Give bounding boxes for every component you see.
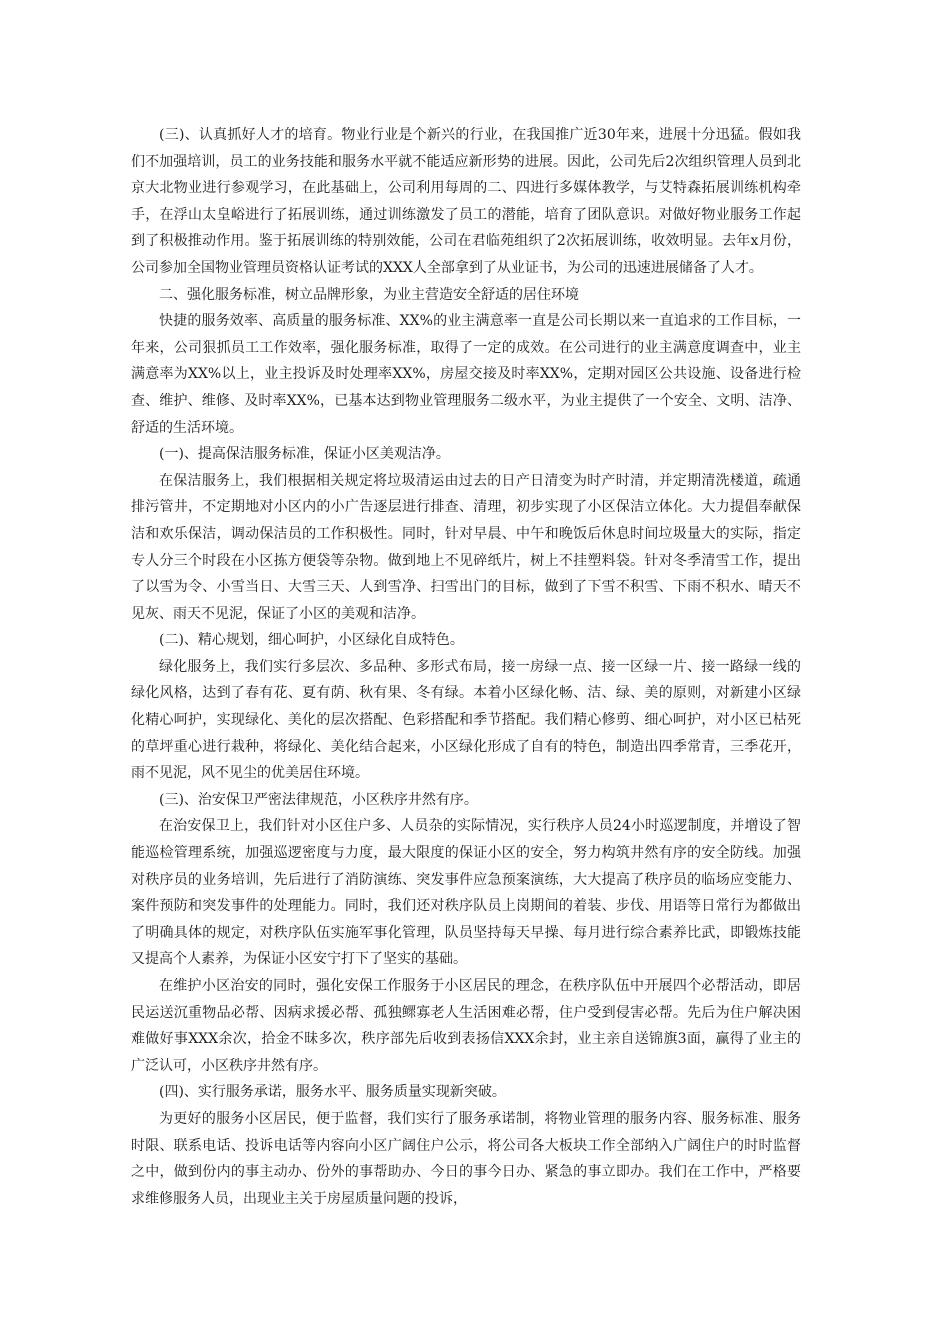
paragraph-security-patrol: 在治安保卫上，我们针对小区住户多、人员杂的实际情况，实行秩序人员24小时巡逻制度，并增设了智能巡检管理系统，加强巡逻密度与力度，最大限度的保证小区的安全，努力构筑井然有序的安全防线。加强对秩序员的业务培训，先后进行了消防演练、突发事件应急预案演练，大大提高了秩序员的临场应变能力、案件预防和突发事件的处理能力。同时，我们还对秩序队员上岗期间的着装、步伐、用语等日常行为都做出了明确具体的规定，对秩序队伍实施军事化管理，队员坚持每天早操、每月进行综合素养比武，即锻炼技能又提高个人素养，为保证小区安宁打下了坚实的基础。 xyxy=(131,818,801,968)
heading-cleaning-standard: (一)、提高保洁服务标准，保证小区美观洁净。 xyxy=(159,446,450,463)
heading-greening-plan: (二)、精心规划，细心呵护，小区绿化自成特色。 xyxy=(159,632,464,649)
paragraph-service-commitment: 为更好的服务小区居民，便于监督，我们实行了服务承诺制，将物业管理的服务内容、服务标准、服务时限、联系电话、投诉电话等内容向小区广阔住户公示，将公司各大板块工作全部纳入广阔住户的时时监督之中，做到份内的事主动办、份外的事帮助办、今日的事今日办、紧急的事立即办。我们在工作中，严格要求维修服务人员，出现业主关于房屋质量问题的投诉， xyxy=(131,1110,801,1207)
paragraph-greening-service: 绿化服务上，我们实行多层次、多品种、多形式布局，接一房绿一点、接一区绿一片、接一路绿一线的绿化风格，达到了春有花、夏有荫、秋有果、冬有绿。本着小区绿化畅、洁、绿、美的原则，对新建小区绿化精心呵护，实现绿化、美化的层次搭配、色彩搭配和季节搭配。我们精心修剪、细心呵护，对小区已枯死的草坪重心进行栽种，将绿化、美化结合起来，小区绿化形成了自有的特色，制造出四季常青，三季花开，雨不见泥，风不见尘的优美居住环境。 xyxy=(131,658,801,782)
paragraph-cleaning-service: 在保洁服务上，我们根据相关规定将垃圾清运由过去的日产日清变为时产时清，并定期清洗楼道，疏通排污管井，不定期地对小区内的小广告逐层进行排查、清理，初步实现了小区保洁立体化。大力提倡奉献保洁和欢乐保洁，调动保洁员的工作积极性。同时，针对早晨、中午和晚饭后休息时间垃圾量大的实际，指定专人分三个时段在小区拣方便袋等杂物。做到地上不见碎纸片，树上不挂塑料袋。针对冬季清雪工作，提出了以雪为令、小雪当日、大雪三天、人到雪净、扫雪出门的目标，做到了下雪不积雪、下雨不积水、晴天不见灰、雨天不见泥，保证了小区的美观和洁净。 xyxy=(131,472,801,622)
paragraph-security-help: 在维护小区治安的同时，强化安保工作服务于小区居民的理念，在秩序队伍中开展四个必帮活动，即居民运送沉重物品必帮、因病求援必帮、孤独鳏寡老人生活困难必帮，住户受到侵害必帮。先后为住户解决困难做好事XXX余次，拾金不昧多次，秩序部先后收到表扬信XXX余封，业主亲自送锦旗3面，赢得了业主的广泛认可，小区秩序井然有序。 xyxy=(131,978,801,1074)
section-title-service-standard: 二、强化服务标准，树立品牌形象，为业主营造安全舒适的居住环境 xyxy=(159,286,579,303)
document-page xyxy=(131,122,801,1212)
heading-service-commitment: (四)、实行服务承诺，服务水平、服务质量实现新突破。 xyxy=(159,1084,506,1101)
paragraph-service-efficiency: 快捷的服务效率、高质量的服务标准、XX%的业主满意率一直是公司长期以来一直追求的工作目标，一年来，公司狠抓员工工作效率，强化服务标准，取得了一定的成效。在公司进行的业主满意度调查中，业主满意率为XX%以上，业主投诉及时处理率XX%，房屋交接及时率XX%，定期对园区公共设施、设备进行检查、维护、维修、及时率XX%，已基本达到物业管理服务二级水平，为业主提供了一个安全、文明、洁净、舒适的生活环境。 xyxy=(131,313,801,436)
paragraph-talent-training: (三)、认真抓好人才的培育。物业行业是个新兴的行业，在我国推广近30年来，进展十分迅猛。假如我们不加强培训，员工的业务技能和服务水平就不能适应新形势的进展。因此，公司先后2次组织管理人员到北京大北物业进行参观学习，在此基础上，公司利用每周的二、四进行多媒体教学，与艾特森拓展训练机构牵手，在浮山太皇峪进行了拓展训练，通过训练激发了员工的潜能，培育了团队意识。对做好物业服务工作起到了积极推动作用。鉴于拓展训练的特别效能，公司在君临苑组织了2次拓展训练，收效明显。去年x月份，公司参加全国物业管理员资格认证考试的XXX人全部拿到了从业证书，为公司的迅速进展储备了人才。 xyxy=(131,127,801,276)
heading-security: (三)、治安保卫严密法律规范，小区秩序井然有序。 xyxy=(159,791,478,808)
